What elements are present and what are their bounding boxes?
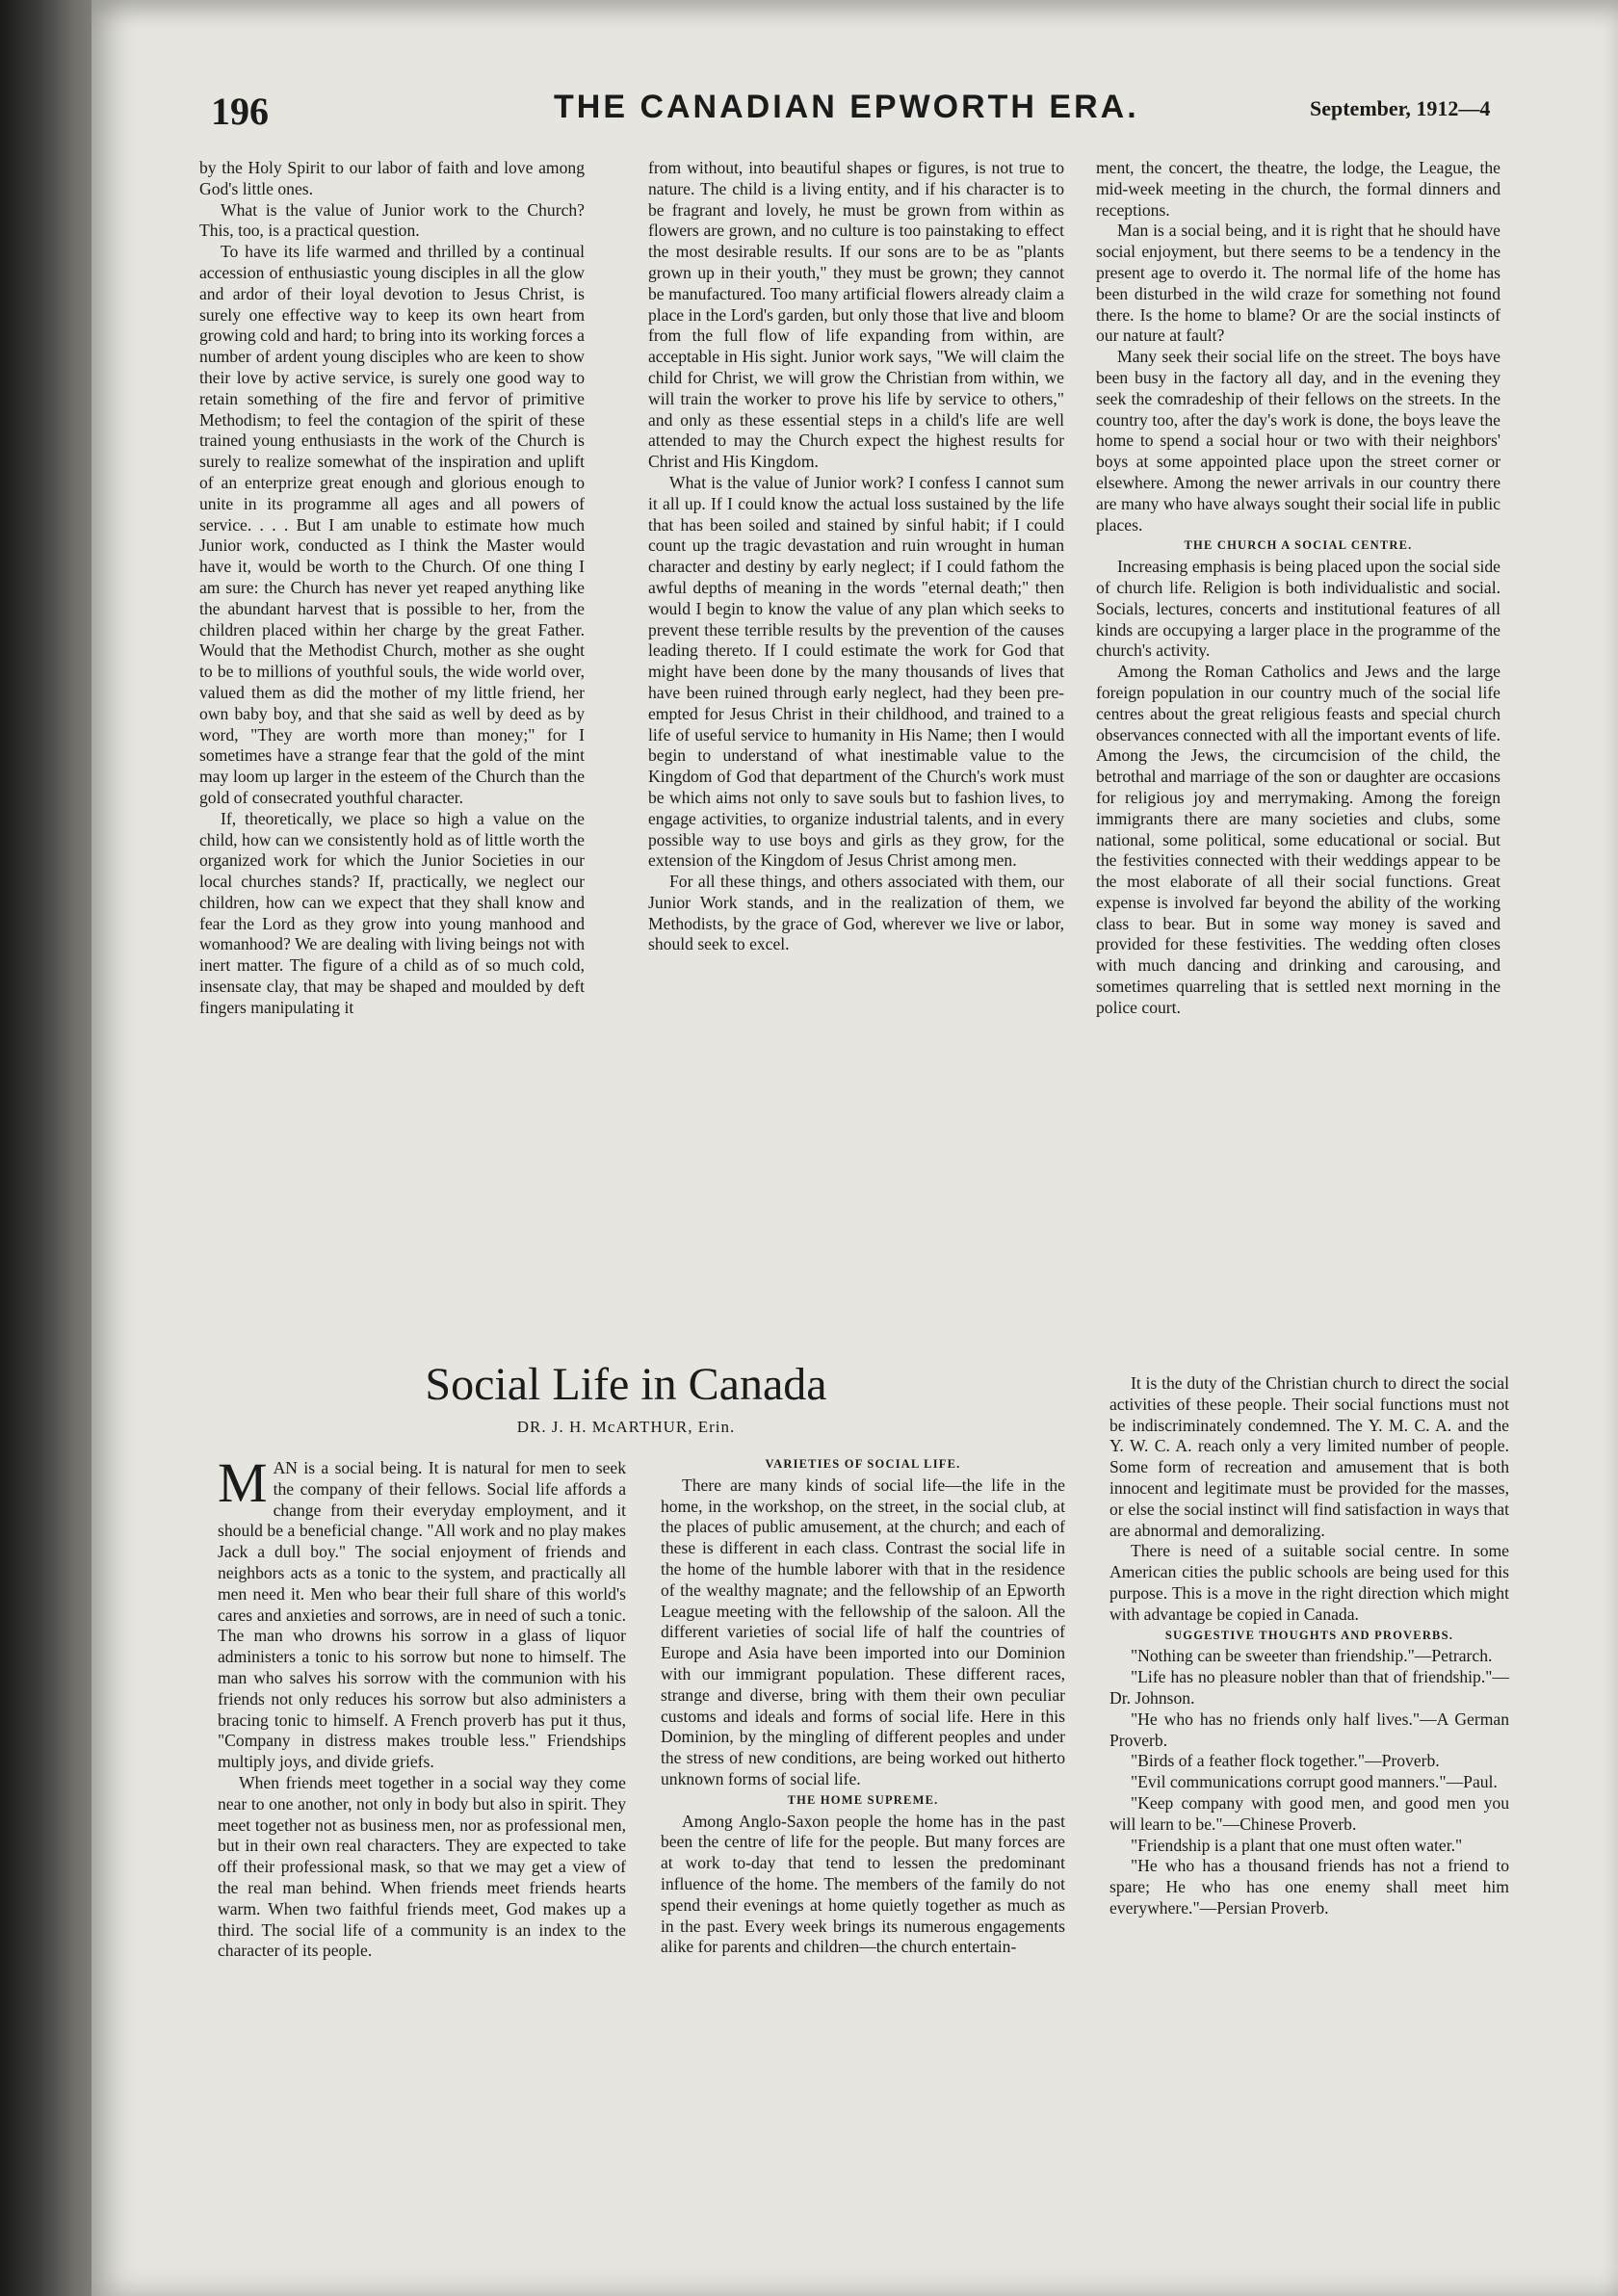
column-6: [1109, 1373, 1509, 1919]
section-subheading: VARIETIES OF SOCIAL LIFE.: [765, 1457, 961, 1471]
article-byline: DR. J. H. McARTHUR, Erin.: [516, 1418, 736, 1436]
paragraph: Increasing emphasis is being placed upon the social side of church life. Religion is both individualistic and social. Socials, lectures, concerts and institutional features of all kinds are occupying a larger place in the programme of the church's activity.: [1096, 557, 1501, 661]
column-4: [218, 1451, 626, 1962]
paragraph: When friends meet together in a social way they come near to one another, not only in body but also in spirit. They meet together not as business men, nor as professional men, but in their own real characters. They are expected to take off their professional mask, so that we may get a view of the real man behind. When friends meet friends hearts warm. When two faithful friends meet, God makes up a third. The social life of a community is an index to the character of its people.: [218, 1772, 626, 1961]
section-subheading: THE HOME SUPREME.: [787, 1792, 939, 1807]
paragraph: ment, the concert, the theatre, the lodge, the League, the mid-week meeting in the church, the formal dinners and receptions.: [1096, 158, 1501, 220]
proverb: "Evil communications corrupt good manners."—Paul.: [1131, 1772, 1498, 1792]
issue-date: September, 1912—4: [1310, 96, 1491, 120]
paragraph: There is need of a suitable social centre. In some American cities the public schools are being used for this purpose. This is a move in the right direction which might with advantage be copied in Canada.: [1109, 1541, 1509, 1624]
proverb: "Birds of a feather flock together."—Proverb.: [1131, 1751, 1440, 1771]
paragraph: Many seek their social life on the street. The boys have been busy in the factory all day, and in the evening they seek the comradeship of their fellows on the streets. In the country too, after the day's work is done, the boys leave the home to spend a social hour or two with their neighbors' boys at some appointed place upon the street corner or elsewhere. Among the newer arrivals in our country there are many who have always sought their social life in public places.: [1096, 347, 1501, 535]
column-3: [1096, 158, 1501, 1019]
drop-cap: M: [218, 1451, 268, 1514]
section-subheading: SUGGESTIVE THOUGHTS AND PROVERBS.: [1164, 1628, 1454, 1642]
paragraph: from without, into beautiful shapes or figures, is not true to nature. The child is a living entity, and if his character is to be fragrant and lovely, he must be grown from within as flowers are grown, and no culture is too painstaking to effect the most desirable results. If our sons are to be as "plants grown up in their youth," they must be grown; they cannot be manufactured. Too many artificial flowers already claim a place in the Lord's garden, but only those that live and bloom from the full flow of life expanding from within, are acceptable in His sight. Junior work says, "We will claim the child for Christ, we will grow the Christian from within, we will train the worker to prove his life by service to others," and only as these essential steps in a child's life are well attended to may the Church expect the highest results for Christ and His Kingdom.: [648, 158, 1064, 472]
paragraph: by the Holy Spirit to our labor of faith and love among God's little ones.: [199, 158, 585, 198]
column-2: [648, 158, 1064, 955]
column-5: [661, 1454, 1065, 1958]
paragraph: What is the value of Junior work? I confess I cannot sum it all up. If I could know the actual loss sustained by the life that has been soiled and stained by sinful habit; if I could count up the tragic devastation and ruin wrought in human character and destiny by early neglect; if I could fathom the awful depths of meaning in the words "eternal death;" then would I begin to know the value of any plan which seeks to prevent these terrible results by the prevention of the causes leading thereto. If I could estimate the work for God that might have been done by the many thousands of lives that have been ruined through early neglect, had they been pre-empted for Jesus Christ in their childhood, and trained to a life of useful service to humanity in His Name; then I would begin to understand of what inestimable value to the Kingdom of God that department of the Church's work must be which aims not only to save souls but to fashion lives, to engage activities, to organize industrial talents, and in every possible way to use boys and girls as they grow, for the extension of the Kingdom of Jesus Christ among men.: [648, 472, 1064, 871]
masthead: THE CANADIAN EPWORTH ERA.: [554, 89, 1139, 125]
book-spine: [0, 0, 106, 2296]
paragraph: Among the Roman Catholics and Jews and the large foreign population in our country much of the social life centres about the great religious feasts and special church observances connected with all the important events of life. Among the Jews, the circumcision of the child, the betrothal and marriage of the son or daughter are occasions for religious joy and merrymaking. Among the foreign immigrants there are many societies and clubs, some national, some political, some educational or social. But the festivities connected with their weddings appear to be the most elaborate of all their social functions. Great expense is involved far beyond the ability of the working class to bear. But in some way money is saved and provided for these festivities. The wedding often closes with much dancing and drinking and carousing, and sometimes quarreling that is settled next morning in the police court.: [1096, 662, 1501, 1017]
paragraph: There are many kinds of social life—the life in the home, in the workshop, on the street, in the social club, at the places of public amusement, at the church; and each of these is different in each class. Contrast the social life in the home of the humble laborer with that in the residence of the wealthy magnate; and the fellowship of an Epworth League meeting with the fellowship of the saloon. All the different varieties of social life of half the countries of Europe and Asia have been imported into our Dominion with our immigrant population. These different races, strange and diverse, bring with them their own peculiar customs and ideals and forms of social life. Here in this Dominion, by the mingling of different peoples and under the stress of new conditions, are being worked out hitherto unknown forms of social life.: [661, 1474, 1065, 1788]
paragraph: Man is a social being, and it is right that he should have social enjoyment, but there seems to be a tendency in the present age to overdo it. The normal life of the home has been disturbed in the wild craze for something not found there. Is the home to blame? Or are the social instincts of our nature at fault?: [1096, 221, 1501, 346]
page-number: 196: [211, 90, 269, 133]
column-1: [199, 158, 585, 1019]
paragraph: It is the duty of the Christian church to direct the social activities of these people. Their social functions must not be indiscriminately condemned. The Y. M. C. A. and the Y. W. C. A. reach only a very limited number of people. Some form of recreation and amusement that is both innocent and legitimate must be provided for the masses, or else the social instinct will find satisfaction in ways that are abnormal and demoralizing.: [1109, 1373, 1509, 1540]
paragraph: [218, 1451, 626, 1773]
section-subheading: THE CHURCH A SOCIAL CENTRE.: [1184, 538, 1413, 553]
proverb: "He who has no friends only half lives."—A German Proverb.: [1109, 1709, 1509, 1750]
paragraph-text: AN is a social being. It is natural for men to seek the company of their fellows. Social life affords a change from their everyday employment, and it should be a beneficial change. "All work and no play makes Jack a dull boy." The social enjoyment of friends and neighbors acts as a tonic to the system, and practically all men need it. Men who bear their full share of this world's cares and anxieties and sorrows, are in need of such a tonic. The man who drowns his sorrow in a glass of liquor administers a tonic to his sorrow but none to himself. The man who salves his sorrow with the communion with his friends not only reduces his sorrow but also administers a bracing tonic to himself. A French proverb has put it thus, "Company in distress makes trouble less." Friendships multiply joys, and divide griefs.: [218, 1458, 626, 1772]
paragraph: For all these things, and others associated with them, our Junior Work stands, and in the realization of them, we Methodists, by the grace of God, wherever we live or labor, should seek to excel.: [648, 872, 1064, 954]
paragraph: To have its life warmed and thrilled by a continual accession of enthusiastic young disciples in all the glow and ardor of their loyal devotion to Jesus Christ, is surely one effective way to keep its own heart from growing cold and hard; to bring into its working forces a number of ardent young disciples who are keen to show their love by active service, is surely one good way to retain something of the fire and fervor of primitive Methodism; to feel the contagion of the spirit of these trained young enthusiasts in the work of the Church is surely to realize somewhat of the inspiration and uplift of an enterprize great enough and glorious enough to unite in its programme all ages and all powers of service. . . . But I am unable to estimate how much Junior work, conducted as I think the Master would have it, would be worth to the Church. Of one thing I am sure: the Church has never yet reaped anything like the abundant harvest that is possible to her, from the children placed within her charge by the great Father. Would that the Methodist Church, mother as she ought to be to millions of youthful souls, the wide world over, valued them as did the mother of my little friend, her own baby boy, and that she said as well by deed as by word, "They are worth more than money;" for I sometimes have a strange fear that the gold of the mint may loom up larger in the esteem of the Church than the gold of consecrated youthful character.: [199, 242, 585, 807]
article-title: Social Life in Canada: [425, 1359, 827, 1410]
magazine-page: [91, 0, 1618, 2296]
proverb: "Friendship is a plant that one must often water.": [1131, 1835, 1463, 1855]
proverb: "Nothing can be sweeter than friendship."—Petrarch.: [1131, 1646, 1493, 1666]
proverb: "Life has no pleasure nobler than that of friendship."—Dr. Johnson.: [1109, 1667, 1509, 1708]
paragraph: Among Anglo-Saxon people the home has in the past been the centre of life for the people. But many forces are at work to-day that tend to lessen the predominant influence of the home. The members of the family do not spend their evenings at home quietly together as much as in the past. Every week brings its numerous engagements alike for parents and children—the church entertain-: [661, 1811, 1065, 1957]
paragraph: What is the value of Junior work to the Church? This, too, is a practical question.: [199, 199, 585, 241]
paragraph: If, theoretically, we place so high a value on the child, how can we consistently hold as of little worth the organized work for which the Junior Societies in our local churches stands? If, practically, we neglect our children, how can we expect that they shall know and fear the Lord as they grow into young manhood and womanhood? We are dealing with living beings not with inert matter. The figure of a child as of so much cold, insensate clay, that may be shaped and moulded by deft fingers manipulating it: [199, 808, 585, 1017]
proverb: "Keep company with good men, and good men you will learn to be."—Chinese Proverb.: [1109, 1792, 1509, 1834]
proverb: "He who has a thousand friends has not a friend to spare; He who has one enemy shall meet him everywhere."—Persian Proverb.: [1109, 1856, 1509, 1918]
